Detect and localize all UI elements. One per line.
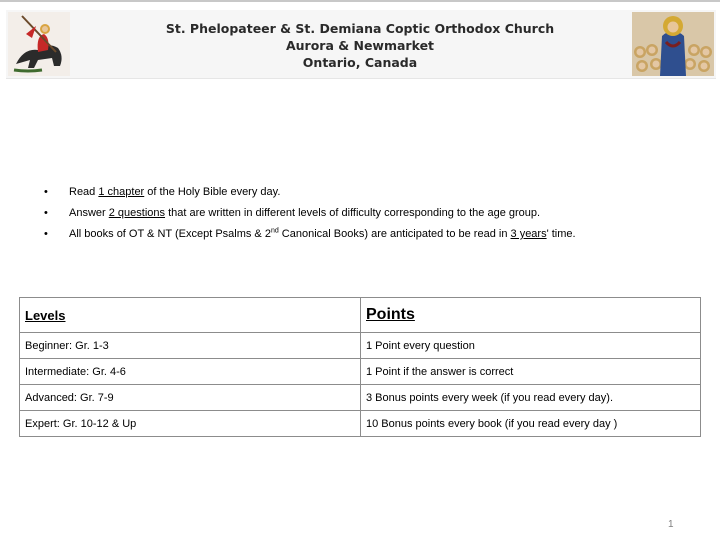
- level-cell: Beginner: Gr. 1-3: [20, 333, 361, 359]
- points-cell: 3 Bonus points every week (if you read every day).: [361, 385, 701, 411]
- church-locations: Aurora & Newmarket: [285, 38, 435, 53]
- page-number: 1: [668, 519, 674, 530]
- saint-with-martyrs-icon: [632, 12, 714, 76]
- rules-list: [40, 182, 710, 245]
- table-row: [20, 359, 701, 385]
- level-cell: Advanced: Gr. 7-9: [20, 385, 361, 411]
- table-header-row: [20, 298, 701, 333]
- years-count: 3 years: [510, 228, 547, 240]
- level-cell: Expert: Gr. 10-12 & Up: [20, 411, 361, 437]
- question-count: 2 questions: [108, 207, 166, 219]
- list-item: • Read 1 chapter of the Holy Bible every day.: [40, 182, 710, 203]
- saint-on-horse-icon: [8, 12, 70, 76]
- church-title: [150, 20, 570, 71]
- table-row: [20, 411, 701, 437]
- level-cell: Intermediate: Gr. 4-6: [20, 359, 361, 385]
- list-item: • All books of OT & NT (Except Psalms & 2nd Canonical Books) are anticipated to be read in 3 years' time.: [40, 224, 710, 245]
- points-cell: 1 Point if the answer is correct: [361, 359, 701, 385]
- chapter-count: 1 chapter: [98, 186, 145, 198]
- points-cell: 1 Point every question: [361, 333, 701, 359]
- levels-header: Levels: [20, 298, 361, 333]
- table-row: [20, 333, 701, 359]
- list-item: • Answer 2 questions that are written in different levels of difficulty corresponding to the age group.: [40, 203, 710, 224]
- church-province: Ontario, Canada: [302, 55, 418, 70]
- levels-points-table: [19, 297, 701, 437]
- church-name: St. Phelopateer & St. Demiana Coptic Orthodox Church: [165, 21, 555, 36]
- top-border-line: [0, 0, 720, 2]
- table-row: [20, 385, 701, 411]
- points-cell: 10 Bonus points every book (if you read every day ): [361, 411, 701, 437]
- points-header: Points: [361, 298, 701, 333]
